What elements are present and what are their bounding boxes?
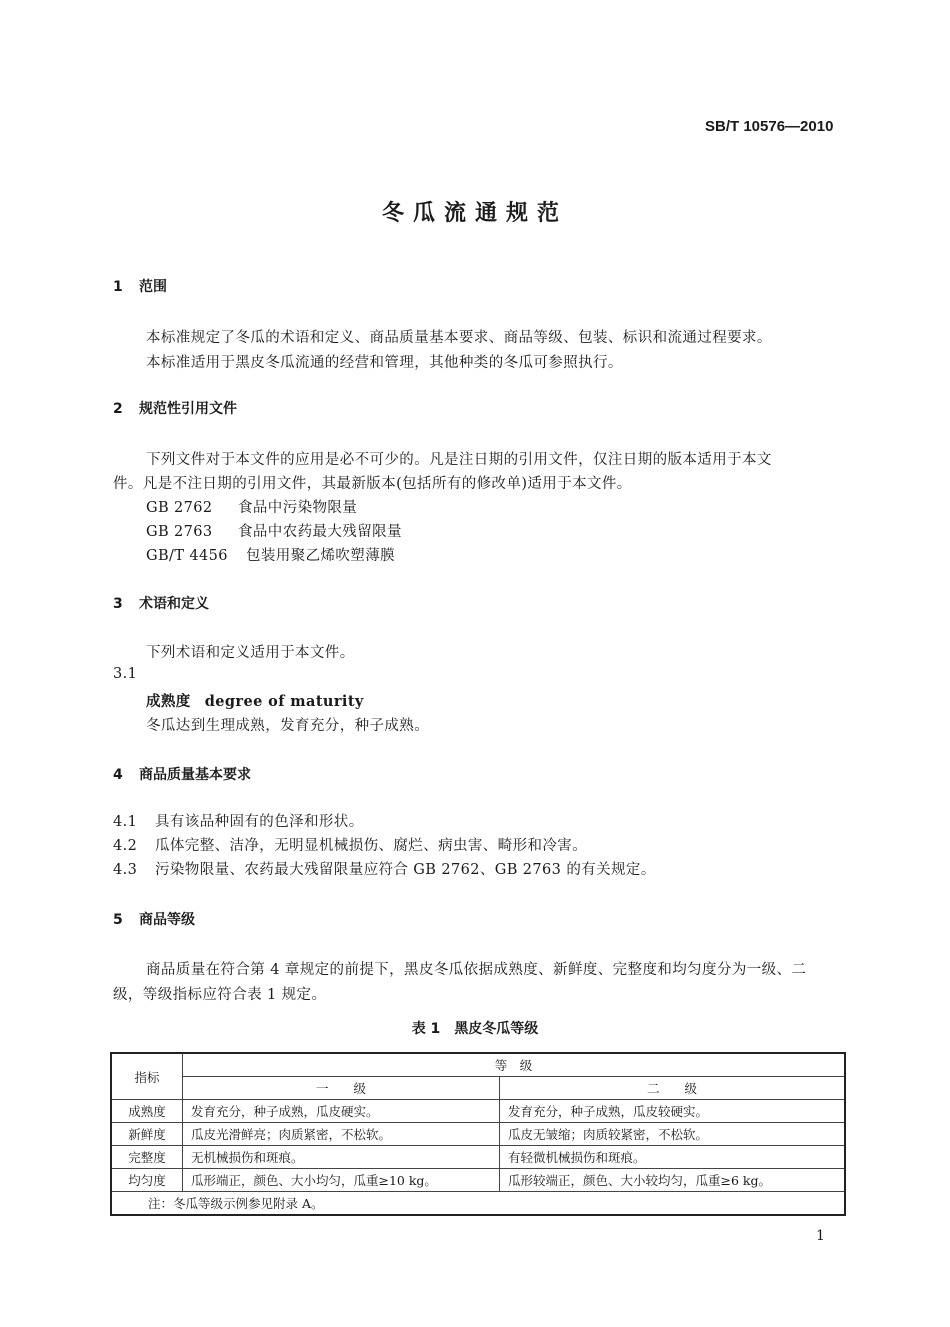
section-number: 4 [113, 767, 123, 783]
grade-1-cell: 无机械损伤和斑痕。 [183, 1146, 500, 1169]
standard-number: SB/T 10576—2010 [705, 118, 834, 135]
reference-item [146, 544, 395, 565]
grade-table [110, 1052, 846, 1216]
header-grade-2: 二 级 [500, 1077, 846, 1100]
table-note-row [111, 1192, 845, 1216]
section-heading-grades [113, 909, 195, 929]
table-caption [0, 1018, 950, 1038]
reference-title: 包装用聚乙烯吹塑薄膜 [246, 548, 395, 564]
section-title: 术语和定义 [139, 596, 209, 612]
section-title: 商品质量基本要求 [139, 767, 251, 783]
table-row [111, 1146, 845, 1169]
section-heading-terms [113, 593, 209, 613]
section-number: 2 [113, 401, 123, 417]
term-english: degree of maturity [204, 693, 364, 710]
paragraph: 下列术语和定义适用于本文件。 [146, 645, 355, 661]
table-row [111, 1100, 845, 1123]
table-caption-number: 表 1 [411, 1021, 441, 1037]
item-number: 4.1 [113, 814, 138, 830]
item-text: 污染物限量、农药最大残留限量应符合 GB 2762、GB 2763 的有关规定。 [155, 862, 656, 878]
reference-code: GB 2762 [146, 500, 213, 516]
item-text: 瓜体完整、洁净，无明显机械损伤、腐烂、病虫害、畸形和冷害。 [155, 838, 588, 854]
section-heading-quality-requirements [113, 764, 251, 784]
row-indicator: 均匀度 [111, 1169, 183, 1192]
section-title: 商品等级 [139, 912, 195, 928]
table-note: 注：冬瓜等级示例参见附录 A。 [111, 1192, 845, 1216]
header-grade: 等 级 [183, 1053, 846, 1077]
section-title: 范围 [139, 279, 167, 295]
section-heading-normative-references [113, 398, 237, 418]
paragraph: 件。凡是不注日期的引用文件，其最新版本(包括所有的修改单)适用于本文件。 [113, 476, 632, 492]
term-number: 3.1 [113, 666, 138, 682]
term-definition: 冬瓜达到生理成熟，发育充分，种子成熟。 [146, 718, 430, 734]
row-indicator: 成熟度 [111, 1100, 183, 1123]
item-text: 具有该品种固有的色泽和形状。 [155, 814, 364, 830]
item-number: 4.3 [113, 862, 138, 878]
table-caption-title: 黑皮冬瓜等级 [454, 1021, 539, 1037]
reference-item [146, 520, 402, 541]
table-header-row [111, 1077, 845, 1100]
grade-2-cell: 发育充分，种子成熟，瓜皮较硬实。 [500, 1100, 846, 1123]
row-indicator: 完整度 [111, 1146, 183, 1169]
paragraph: 本标准规定了冬瓜的术语和定义、商品质量基本要求、商品等级、包装、标识和流通过程要求。 [146, 330, 772, 346]
row-indicator: 新鲜度 [111, 1123, 183, 1146]
grade-1-cell: 瓜形端正，颜色、大小均匀，瓜重≥10 kg。 [183, 1169, 500, 1192]
requirement-item [113, 858, 656, 879]
paragraph: 本标准适用于黑皮冬瓜流通的经营和管理，其他种类的冬瓜可参照执行。 [146, 355, 623, 371]
reference-title: 食品中污染物限量 [238, 500, 358, 516]
section-number: 3 [113, 596, 123, 612]
paragraph: 商品质量在符合第 4 章规定的前提下，黑皮冬瓜依据成熟度、新鲜度、完整度和均匀度分为一级、二 [146, 962, 807, 978]
paragraph: 级，等级指标应符合表 1 规定。 [113, 987, 327, 1003]
header-indicator: 指标 [111, 1053, 183, 1100]
table-header-row [111, 1053, 845, 1077]
table-row [111, 1169, 845, 1192]
grade-1-cell: 瓜皮光滑鲜亮；肉质紧密，不松软。 [183, 1123, 500, 1146]
section-heading-scope [113, 276, 167, 296]
item-number: 4.2 [113, 838, 138, 854]
section-number: 5 [113, 912, 123, 928]
grade-2-cell: 瓜皮无皱缩；肉质较紧密，不松软。 [500, 1123, 846, 1146]
grade-2-cell: 有轻微机械损伤和斑痕。 [500, 1146, 846, 1169]
grade-1-cell: 发育充分，种子成熟，瓜皮硬实。 [183, 1100, 500, 1123]
requirement-item [113, 834, 587, 855]
reference-code: GB/T 4456 [146, 548, 228, 564]
reference-code: GB 2763 [146, 524, 213, 540]
reference-item [146, 496, 357, 517]
term-entry [146, 690, 364, 711]
page-number: 1 [816, 1228, 825, 1244]
header-grade-1: 一 级 [183, 1077, 500, 1100]
document-title: 冬瓜流通规范 [381, 201, 568, 226]
section-title: 规范性引用文件 [139, 401, 237, 417]
grade-2-cell: 瓜形较端正，颜色、大小较均匀，瓜重≥6 kg。 [500, 1169, 846, 1192]
table-row [111, 1123, 845, 1146]
paragraph: 下列文件对于本文件的应用是必不可少的。凡是注日期的引用文件，仅注日期的版本适用于本文 [146, 452, 772, 468]
reference-title: 食品中农药最大残留限量 [238, 524, 402, 540]
term-chinese: 成熟度 [146, 694, 191, 710]
requirement-item [113, 810, 364, 831]
section-number: 1 [113, 279, 123, 295]
